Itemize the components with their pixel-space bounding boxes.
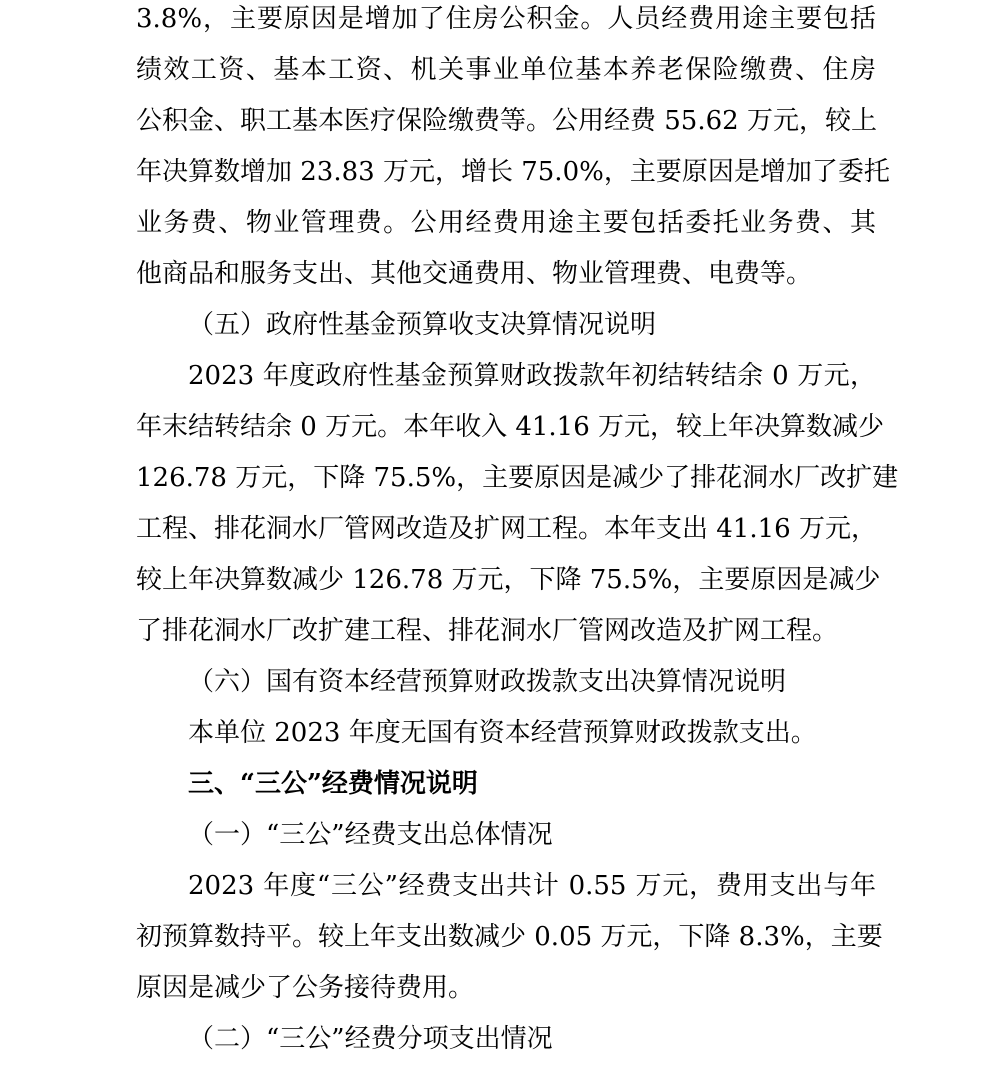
section-heading: （二）“三公”经费分项支出情况 xyxy=(188,1024,553,1054)
paragraph-line: 2023 年度“三公”经费支出共计 0.55 万元，费用支出与年 xyxy=(188,871,876,901)
paragraph-line: 较上年决算数减少 126.78 万元，下降 75.5%，主要原因是减少 xyxy=(136,565,881,595)
paragraph-line: 业务费、物业管理费。公用经费用途主要包括委托业务费、其 xyxy=(136,208,876,238)
paragraph-line: 绩效工资、基本工资、机关事业单位基本养老保险缴费、住房 xyxy=(136,55,876,85)
paragraph-line: 公积金、职工基本医疗保险缴费等。公用经费 55.62 万元，较上 xyxy=(136,106,877,136)
paragraph-line: 本单位 2023 年度无国有资本经营预算财政拨款支出。 xyxy=(188,718,817,748)
paragraph-line: 他商品和服务支出、其他交通费用、物业管理费、电费等。 xyxy=(136,259,813,289)
section-heading: （五）政府性基金预算收支决算情况说明 xyxy=(188,310,657,340)
section-heading: （六）国有资本经营预算财政拨款支出决算情况说明 xyxy=(188,667,787,697)
chapter-heading: 三、“三公”经费情况说明 xyxy=(188,769,478,799)
paragraph-line: 126.78 万元，下降 75.5%，主要原因是减少了排花洞水厂改扩建 xyxy=(136,463,899,493)
paragraph-line: 3.8%，主要原因是增加了住房公积金。人员经费用途主要包括 xyxy=(136,4,876,34)
paragraph-line: 初预算数持平。较上年支出数减少 0.05 万元，下降 8.3%，主要 xyxy=(136,922,883,952)
paragraph-line: 工程、排花洞水厂管网改造及扩网工程。本年支出 41.16 万元， xyxy=(136,514,877,544)
paragraph-line: 2023 年度政府性基金预算财政拨款年初结转结余 0 万元， xyxy=(188,361,876,391)
paragraph-line: 年决算数增加 23.83 万元，增长 75.0%，主要原因是增加了委托 xyxy=(136,157,890,187)
paragraph-line: 年末结转结余 0 万元。本年收入 41.16 万元，较上年决算数减少 xyxy=(136,412,885,442)
paragraph-line: 原因是减少了公务接待费用。 xyxy=(136,973,475,1003)
paragraph-line: 了排花洞水厂改扩建工程、排花洞水厂管网改造及扩网工程。 xyxy=(136,616,839,646)
section-heading: （一）“三公”经费支出总体情况 xyxy=(188,820,553,850)
document-page xyxy=(136,0,899,1065)
